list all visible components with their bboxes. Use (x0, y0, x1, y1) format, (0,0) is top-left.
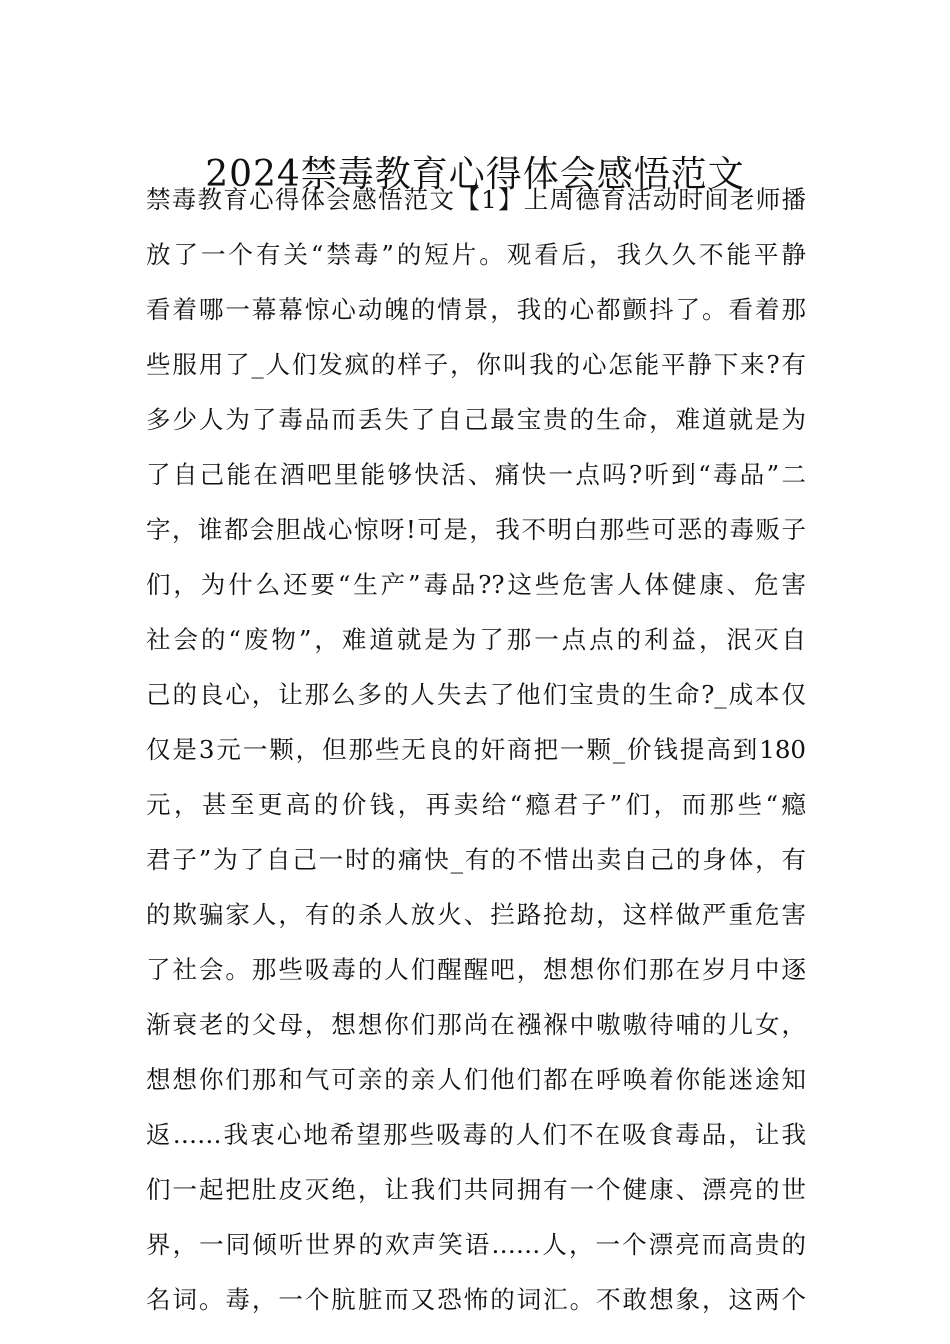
text-line: 们一起把肚皮灭绝，让我们共同拥有一个健康、漂亮的世 (146, 1175, 806, 1204)
text-line: 们，为什么还要“生产”毒品??这些危害人体健康、危害 (146, 570, 806, 599)
text-line: 放了一个有关“禁毒”的短片。观看后，我久久不能平静 (146, 240, 806, 269)
text-line: 了自己能在酒吧里能够快活、痛快一点吗?听到“毒品”二 (146, 460, 806, 489)
text-line: 了社会。那些吸毒的人们醒醒吧，想想你们那在岁月中逐 (146, 955, 806, 984)
document-body (146, 183, 806, 1338)
text-line: 社会的“废物”，难道就是为了那一点点的利益，泯灭自 (146, 625, 806, 654)
text-line: 看着哪一幕幕惊心动魄的情景，我的心都颤抖了。看着那 (146, 295, 806, 324)
text-line: 渐衰老的父母，想想你们那尚在襁褓中嗷嗷待哺的儿女， (146, 1010, 806, 1039)
document-title: 2024禁毒教育心得体会感悟范文 (205, 154, 745, 196)
text-line: 的欺骗家人，有的杀人放火、拦路抢劫，这样做严重危害 (146, 900, 806, 929)
text-line: 禁毒教育心得体会感悟范文【1】上周德育活动时间老师播 (146, 185, 806, 214)
text-line: 想想你们那和气可亲的亲人们他们都在呼唤着你能迷途知 (146, 1065, 806, 1094)
text-line: 些服用了_人们发疯的样子，你叫我的心怎能平静下来?有 (146, 350, 806, 379)
text-line: 元，甚至更高的价钱，再卖给“瘾君子”们，而那些“瘾 (146, 790, 806, 819)
text-line: 多少人为了毒品而丢失了自己最宝贵的生命，难道就是为 (146, 405, 806, 434)
text-line: 返……我衷心地希望那些吸毒的人们不在吸食毒品，让我 (146, 1120, 806, 1149)
text-line: 字，谁都会胆战心惊呀!可是，我不明白那些可恶的毒贩子 (146, 515, 806, 544)
text-line: 君子”为了自己一时的痛快_有的不惜出卖自己的身体，有 (146, 845, 806, 874)
text-line: 名词。毒，一个肮脏而又恐怖的词汇。不敢想象，这两个 (146, 1285, 806, 1314)
text-line: 己的良心，让那么多的人失去了他们宝贵的生命?_成本仅 (146, 680, 806, 709)
text-line: 界，一同倾听世界的欢声笑语……人，一个漂亮而高贵的 (146, 1230, 806, 1259)
text-line: 仅是3元一颗，但那些无良的奸商把一颗_价钱提高到180 (146, 735, 806, 764)
